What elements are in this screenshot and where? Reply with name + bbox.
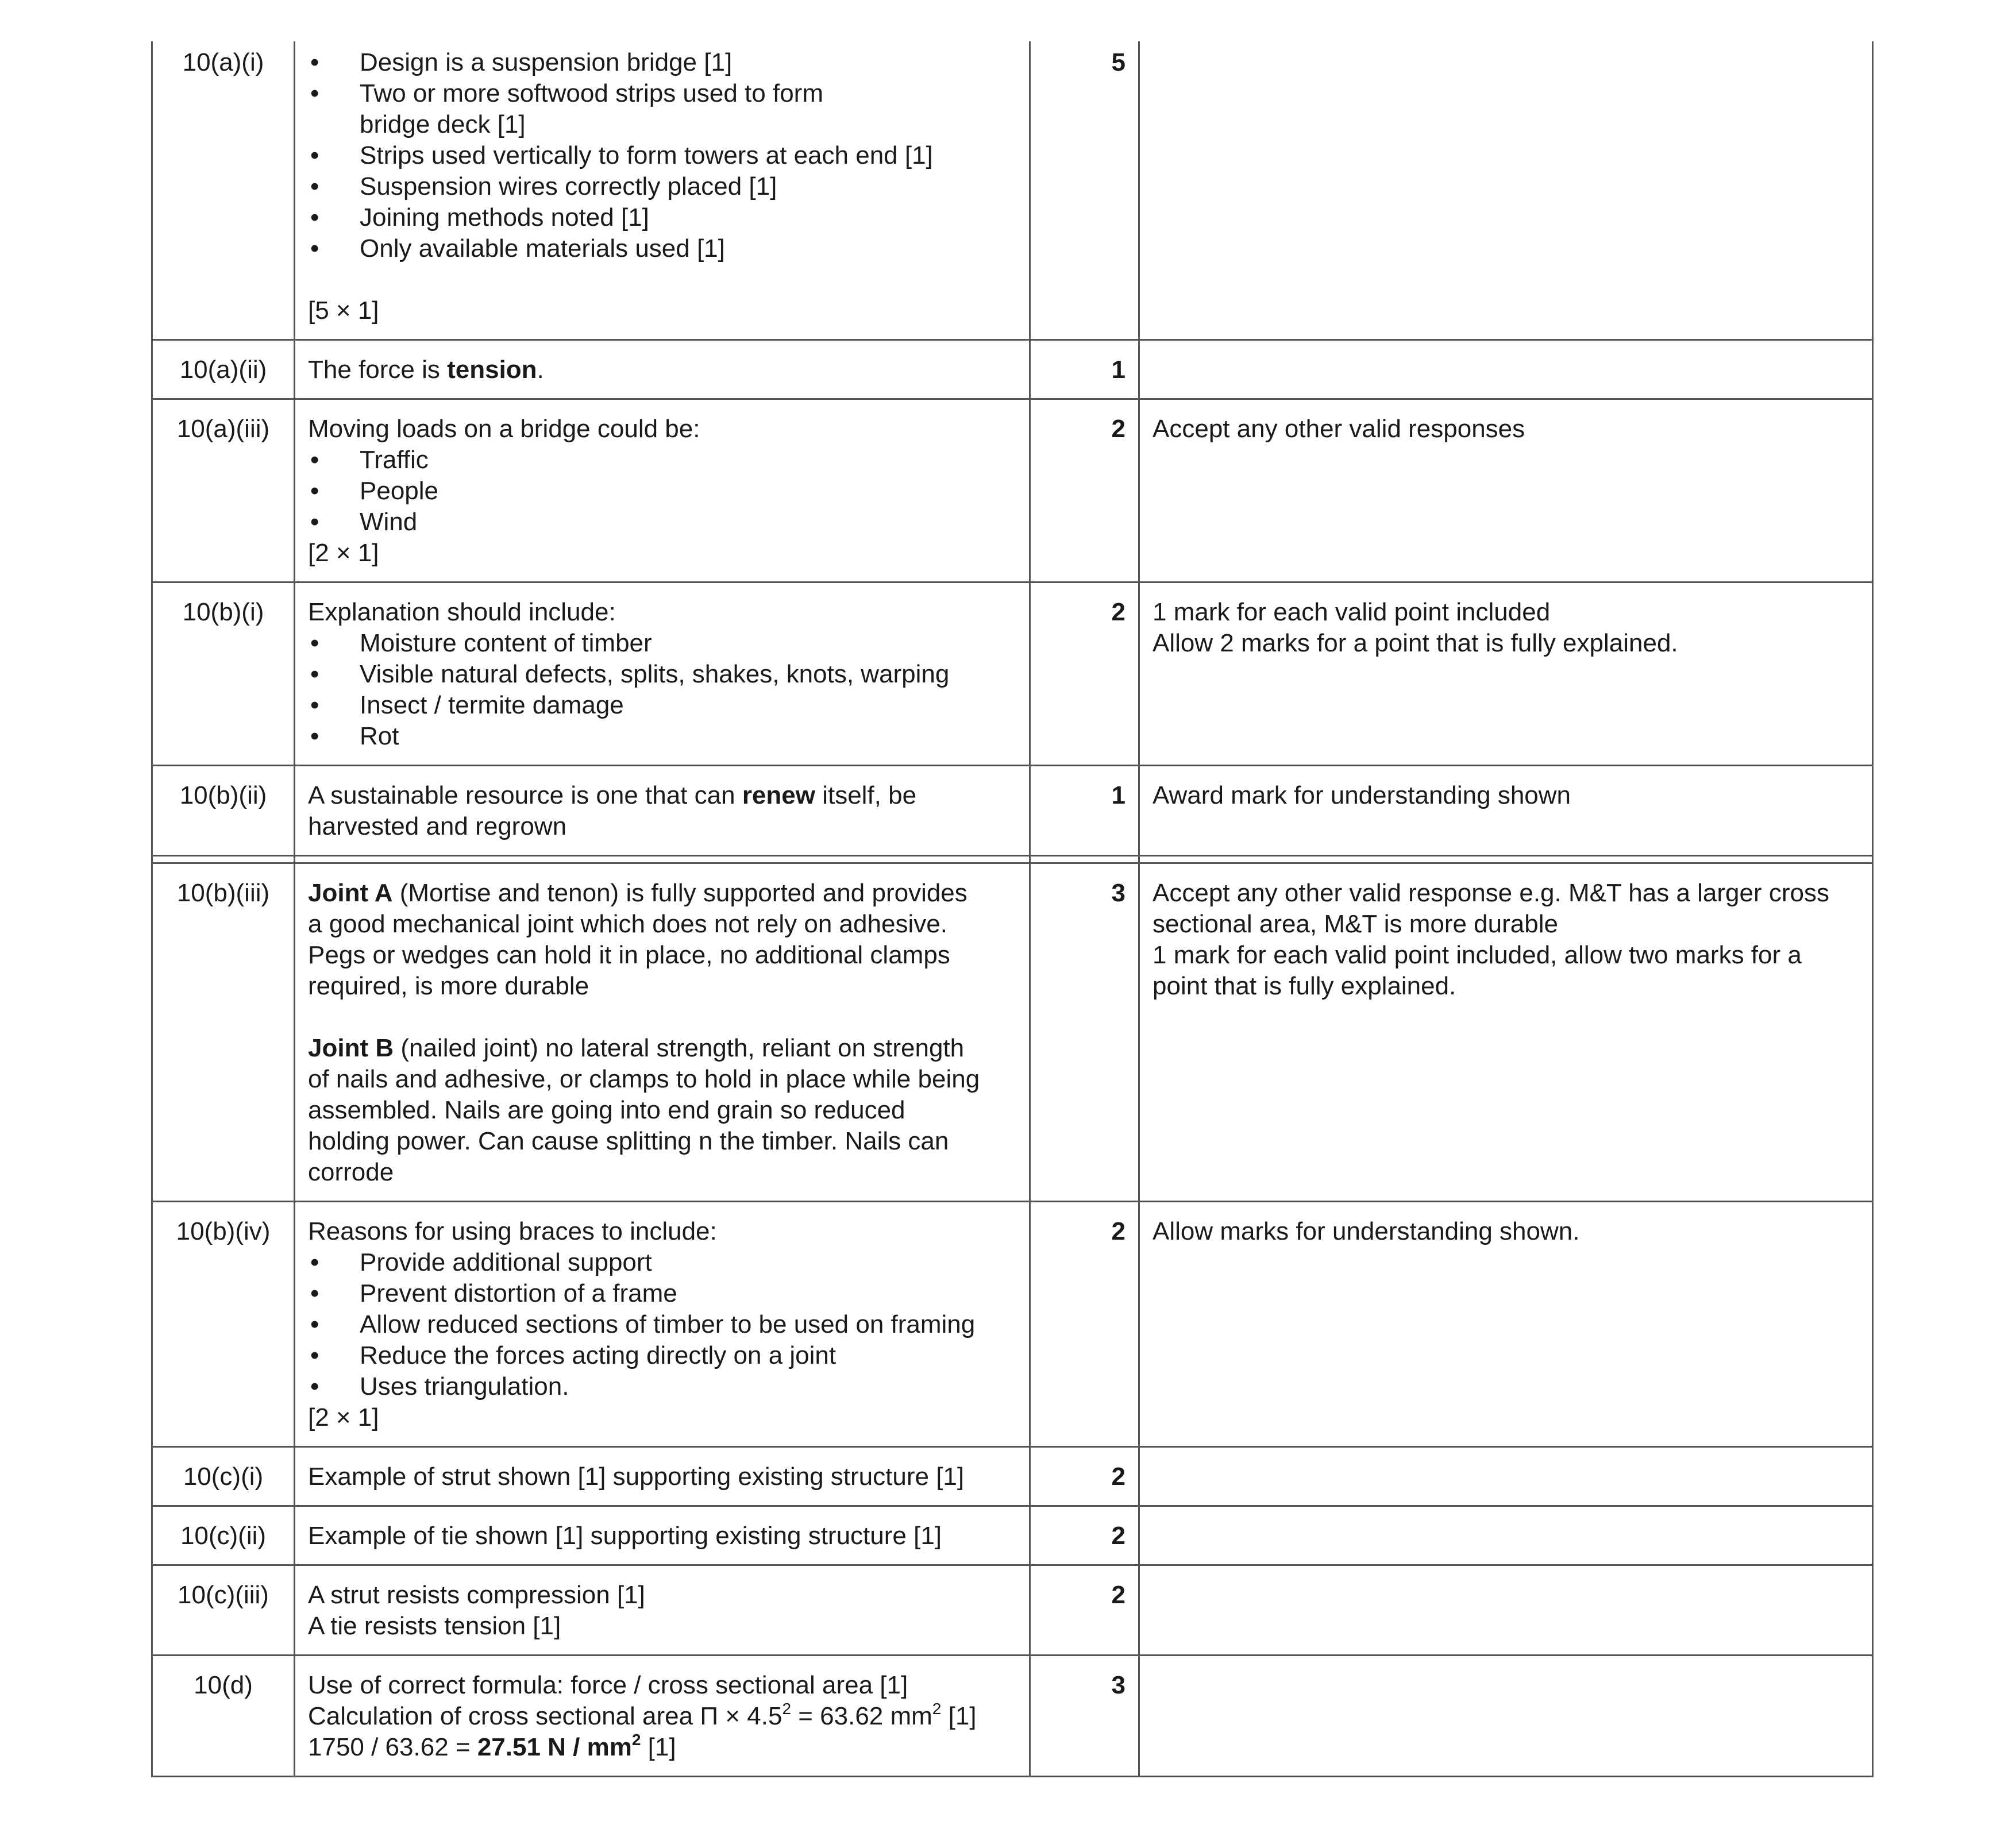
list-item: • Strips used vertically to form towers at each end [1]	[308, 140, 1016, 171]
marks-value: 2	[1030, 1506, 1139, 1565]
question-number: 10(c)(iii)	[152, 1565, 295, 1656]
list-item: • People	[308, 476, 1016, 507]
answer-text: 1750 / 63.62 =	[308, 1733, 477, 1761]
list-item: • Uses triangulation.	[308, 1371, 1016, 1402]
question-number: 10(b)(iii)	[152, 863, 295, 1202]
answer-cell: Example of tie shown [1] supporting existing structure [1]	[295, 1506, 1030, 1565]
mark-multiplier: [2 × 1]	[308, 539, 379, 567]
table-divider	[152, 856, 1873, 863]
answer-intro: Explanation should include:	[308, 598, 616, 626]
answer-cell	[295, 1565, 1030, 1656]
list-item-continuation: bridge deck [1]	[360, 110, 526, 138]
mark-multiplier: [2 × 1]	[308, 1403, 379, 1432]
table-row	[152, 1506, 1873, 1565]
answer-line	[308, 780, 1016, 811]
answer-line: Pegs or wedges can hold it in place, no additional clamps	[308, 941, 950, 969]
answer-keyword: Joint B	[308, 1034, 394, 1062]
question-number: 10(b)(i)	[152, 582, 295, 766]
list-item: • Joining methods noted [1]	[308, 202, 1016, 233]
answer-line: harvested and regrown	[308, 812, 567, 840]
answer-line: of nails and adhesive, or clamps to hold in place while being	[308, 1065, 980, 1093]
guidance-line: point that is fully explained.	[1152, 972, 1456, 1000]
guidance-line: Allow 2 marks for a point that is fully explained.	[1152, 629, 1678, 657]
table-row	[152, 1447, 1873, 1506]
answer-line: holding power. Can cause splitting n the timber. Nails can	[308, 1127, 949, 1155]
table-row	[152, 1565, 1873, 1656]
answer-line	[308, 1033, 1016, 1064]
answer-cell	[295, 582, 1030, 766]
superscript: 2	[631, 1731, 641, 1749]
answer-keyword: tension	[447, 356, 537, 384]
answer-text: itself, be	[815, 781, 917, 809]
answer-cell: Example of strut shown [1] supporting existing structure [1]	[295, 1447, 1030, 1506]
answer-keyword: Joint A	[308, 879, 393, 907]
answer-intro: Reasons for using braces to include:	[308, 1217, 717, 1245]
answer-text: A sustainable resource is one that can	[308, 781, 742, 809]
marks-value: 2	[1030, 399, 1139, 582]
answer-text: [1]	[641, 1733, 676, 1761]
guidance-line: Accept any other valid response e.g. M&T has a larger cross	[1152, 879, 1829, 907]
list-item: • Allow reduced sections of timber to be used on framing	[308, 1309, 1016, 1340]
list-item: • Wind	[308, 507, 1016, 538]
marks-value: 1	[1030, 766, 1139, 856]
table-row	[152, 340, 1873, 399]
guidance-cell	[1139, 1565, 1873, 1656]
answer-line	[308, 1732, 1016, 1763]
answer-cell	[295, 766, 1030, 856]
table-row	[152, 863, 1873, 1202]
answer-bullets	[308, 47, 1016, 264]
guidance-cell	[1139, 1506, 1873, 1565]
answer-bullets	[308, 445, 1016, 538]
list-item-text: • Two or more softwood strips used to form	[360, 79, 823, 107]
mark-scheme-table	[151, 41, 1874, 1777]
divider-cell	[295, 856, 1030, 863]
answer-text: The force is	[308, 356, 448, 384]
marks-value: 5	[1030, 41, 1139, 340]
guidance-cell	[1139, 582, 1873, 766]
list-item: • Rot	[308, 721, 1016, 752]
list-item: • Moisture content of timber	[308, 628, 1016, 659]
table-row	[152, 1656, 1873, 1777]
guidance-cell: Accept any other valid responses	[1139, 399, 1873, 582]
list-item: • Prevent distortion of a frame	[308, 1278, 1016, 1309]
answer-text: (Mortise and tenon) is fully supported and provides	[392, 879, 967, 907]
guidance-line: 1 mark for each valid point included, allow two marks for a	[1152, 941, 1802, 969]
guidance-line: sectional area, M&T is more durable	[1152, 910, 1558, 938]
answer-line: assembled. Nails are going into end grain so reduced	[308, 1096, 905, 1124]
guidance-line: 1 mark for each valid point included	[1152, 598, 1551, 626]
answer-cell	[295, 340, 1030, 399]
marks-value: 1	[1030, 340, 1139, 399]
question-number: 10(b)(ii)	[152, 766, 295, 856]
superscript: 2	[782, 1700, 792, 1718]
answer-text: .	[537, 356, 544, 384]
answer-line: a good mechanical joint which does not rely on adhesive.	[308, 910, 947, 938]
list-item	[308, 78, 1016, 140]
list-item: • Suspension wires correctly placed [1]	[308, 171, 1016, 202]
list-item: • Traffic	[308, 445, 1016, 476]
divider-cell	[152, 856, 295, 863]
marks-value: 2	[1030, 1202, 1139, 1447]
question-number: 10(a)(ii)	[152, 340, 295, 399]
list-item: • Insect / termite damage	[308, 690, 1016, 721]
answer-cell	[295, 399, 1030, 582]
answer-text: (nailed joint) no lateral strength, reliant on strength	[394, 1034, 965, 1062]
answer-line: required, is more durable	[308, 972, 589, 1000]
spacer	[308, 1002, 1016, 1033]
guidance-cell: Allow marks for understanding shown.	[1139, 1202, 1873, 1447]
question-number: 10(b)(iv)	[152, 1202, 295, 1447]
guidance-cell: Award mark for understanding shown	[1139, 766, 1873, 856]
question-number: 10(d)	[152, 1656, 295, 1777]
answer-bullets	[308, 628, 1016, 752]
marks-value: 3	[1030, 1656, 1139, 1777]
divider-cell	[1139, 856, 1873, 863]
answer-text: = 63.62 mm	[791, 1702, 932, 1730]
list-item: • Reduce the forces acting directly on a joint	[308, 1340, 1016, 1371]
question-number: 10(c)(i)	[152, 1447, 295, 1506]
marks-value: 2	[1030, 582, 1139, 766]
guidance-cell	[1139, 340, 1873, 399]
answer-line: A strut resists compression [1]	[308, 1581, 645, 1609]
answer-result: 27.51 N / mm	[477, 1733, 632, 1761]
guidance-cell	[1139, 1447, 1873, 1506]
guidance-cell	[1139, 41, 1873, 340]
answer-line: corrode	[308, 1158, 394, 1186]
list-item: • Provide additional support	[308, 1247, 1016, 1278]
answer-line	[308, 878, 1016, 909]
answer-line: Use of correct formula: force / cross sectional area [1]	[308, 1671, 908, 1699]
answer-cell	[295, 1656, 1030, 1777]
table-row	[152, 582, 1873, 766]
marks-value: 2	[1030, 1447, 1139, 1506]
table-row	[152, 41, 1873, 340]
spacer	[308, 264, 1016, 295]
answer-line: A tie resists tension [1]	[308, 1612, 561, 1640]
table-row	[152, 399, 1873, 582]
list-item: • Visible natural defects, splits, shakes, knots, warping	[308, 659, 1016, 690]
table-row	[152, 1202, 1873, 1447]
table-row	[152, 766, 1873, 856]
answer-keyword: renew	[742, 781, 815, 809]
mark-multiplier: [5 × 1]	[308, 296, 379, 325]
guidance-cell	[1139, 1656, 1873, 1777]
question-number: 10(a)(iii)	[152, 399, 295, 582]
answer-text: Calculation of cross sectional area Π × 4.5	[308, 1702, 782, 1730]
divider-cell	[1030, 856, 1139, 863]
mark-scheme-page	[151, 41, 1872, 1777]
answer-intro: Moving loads on a bridge could be:	[308, 415, 700, 443]
list-item: • Only available materials used [1]	[308, 233, 1016, 264]
answer-bullets	[308, 1247, 1016, 1402]
marks-value: 2	[1030, 1565, 1139, 1656]
answer-cell	[295, 863, 1030, 1202]
guidance-cell	[1139, 863, 1873, 1202]
question-number: 10(a)(i)	[152, 41, 295, 340]
list-item: • Design is a suspension bridge [1]	[308, 47, 1016, 78]
marks-value: 3	[1030, 863, 1139, 1202]
answer-cell	[295, 1202, 1030, 1447]
answer-text: [1]	[941, 1702, 977, 1730]
answer-line	[308, 1701, 1016, 1732]
superscript: 2	[932, 1700, 942, 1718]
answer-cell	[295, 41, 1030, 340]
question-number: 10(c)(ii)	[152, 1506, 295, 1565]
